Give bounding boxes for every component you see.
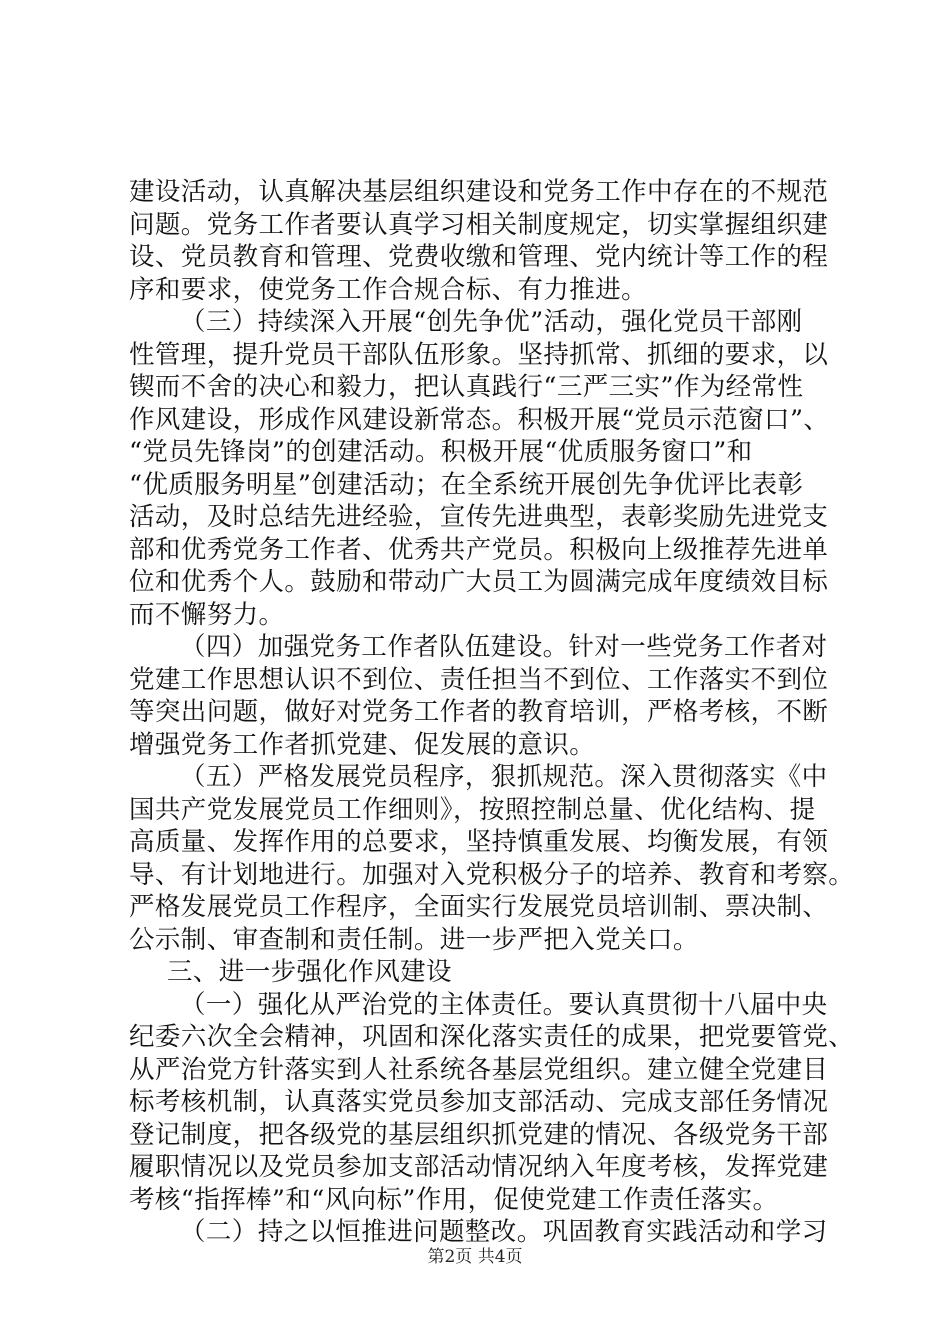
text-line: 履职情况以及党员参加支部活动情况纳入年度考核，发挥党建 bbox=[129, 1152, 829, 1182]
text-line: （一）强化从严治党的主体责任。要认真贯彻十八届中央 bbox=[180, 989, 828, 1020]
text-line: 问题。党务工作者要认真学习相关制度规定，切实掌握组织建 bbox=[129, 209, 829, 240]
text-line: 增强党务工作者抓党建、促发展的意识。 bbox=[129, 729, 596, 760]
text-line: 登记制度，把各级党的基层组织抓党建的情况、各级党务干部 bbox=[129, 1119, 829, 1150]
text-line: 部和优秀党务工作者、优秀共产党员。积极向上级推荐先进单 bbox=[129, 534, 829, 565]
text-line: 高质量、发挥作用的总要求，坚持慎重发展、均衡发展，有领 bbox=[129, 827, 829, 857]
text-line: 设、党员教育和管理、党费收缴和管理、党内统计等工作的程 bbox=[129, 242, 829, 272]
text-line: “党员先锋岗”的创建活动。积极开展“优质服务窗口”和 bbox=[129, 437, 753, 467]
text-line: 考核“指挥棒”和“风向标”作用，促使党建工作责任落实。 bbox=[129, 1184, 779, 1215]
page-footer: 第2页 共4页 bbox=[427, 1247, 523, 1267]
text-line: 锲而不舍的决心和毅力，把认真践行“三严三实”作为经常性 bbox=[129, 372, 804, 402]
text-line: 导、有计划地进行。加强对入党积极分子的培养、教育和考察。 bbox=[129, 859, 855, 890]
document-body bbox=[129, 176, 855, 1249]
text-line: 从严治党方针落实到人社系统各基层党组织。建立健全党建目 bbox=[129, 1054, 829, 1085]
text-line: 严格发展党员工作程序，全面实行发展党员培训制、票决制、 bbox=[129, 892, 829, 922]
text-line: 等突出问题，做好对党务工作者的教育培训，严格考核，不断 bbox=[129, 697, 829, 727]
text-line: 三、进一步强化作风建设 bbox=[167, 957, 452, 987]
text-line: 性管理，提升党员干部队伍形象。坚持抓常、抓细的要求，以 bbox=[129, 339, 829, 370]
text-line: 纪委六次全会精神，巩固和深化落实责任的成果，把党要管党、 bbox=[129, 1022, 855, 1052]
text-line: 公示制、审查制和责任制。进一步严把入党关口。 bbox=[129, 924, 699, 955]
text-line: 序和要求，使党务工作合规合标、有力推进。 bbox=[129, 274, 648, 305]
text-line: 党建工作思想认识不到位、责任担当不到位、工作落实不到位 bbox=[129, 664, 829, 695]
text-line: （五）严格发展党员程序，狠抓规范。深入贯彻落实《中 bbox=[180, 762, 828, 792]
text-line: 而不懈努力。 bbox=[129, 599, 285, 630]
text-line: 位和优秀个人。鼓励和带动广大员工为圆满完成年度绩效目标 bbox=[129, 567, 829, 597]
text-line: 作风建设，形成作风建设新常态。积极开展“党员示范窗口”、 bbox=[129, 404, 830, 435]
text-line: “优质服务明星”创建活动；在全系统开展创先争优评比表彰 bbox=[129, 469, 804, 500]
text-line: （三）持续深入开展“创先争优”活动，强化党员干部刚 bbox=[180, 307, 803, 337]
text-line: （四）加强党务工作者队伍建设。针对一些党务工作者对 bbox=[180, 632, 828, 662]
text-line: 活动，及时总结先进经验，宣传先进典型，表彰奖励先进党支 bbox=[129, 502, 829, 532]
text-line: 标考核机制，认真落实党员参加支部活动、完成支部任务情况 bbox=[129, 1087, 829, 1117]
text-line: （二）持之以恒推进问题整改。巩固教育实践活动和学习 bbox=[180, 1217, 828, 1247]
text-line: 国共产党发展党员工作细则》，按照控制总量、优化结构、提 bbox=[129, 794, 816, 825]
text-line: 建设活动，认真解决基层组织建设和党务工作中存在的不规范 bbox=[129, 177, 829, 207]
